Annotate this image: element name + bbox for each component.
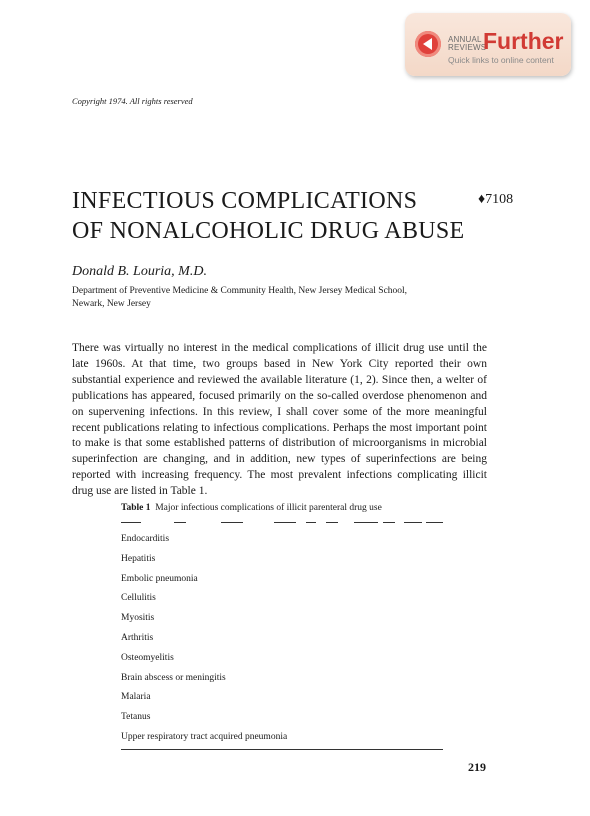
table-caption-text: Major infectious complications of illicit parenteral drug use	[155, 503, 382, 513]
table-row: Osteomyelitis	[121, 653, 174, 663]
table-bottom-rule	[121, 749, 443, 750]
annual-reviews-play-icon	[415, 31, 441, 57]
table-row: Myositis	[121, 613, 155, 623]
badge-reviews-text: REVIEWS	[448, 43, 487, 52]
annual-reviews-further-badge[interactable]	[405, 13, 571, 76]
badge-annual-text: ANNUAL	[448, 35, 482, 44]
table-row: Embolic pneumonia	[121, 574, 198, 584]
table-row: Arthritis	[121, 633, 154, 643]
table-caption	[121, 502, 443, 514]
badge-further-text: Further	[483, 28, 564, 54]
copyright-notice: Copyright 1974. All rights reserved	[72, 96, 193, 106]
table-label: Table 1	[121, 503, 151, 513]
article-code: ♦7108	[478, 192, 514, 207]
table-row: Upper respiratory tract acquired pneumonia	[121, 732, 288, 742]
article-title-line2: OF NONALCOHOLIC DRUG ABUSE	[72, 218, 465, 244]
table-row: Malaria	[121, 692, 151, 702]
table-row: Endocarditis	[121, 534, 170, 544]
article-title	[72, 186, 465, 246]
affiliation-line2: Newark, New Jersey	[72, 299, 151, 309]
table-1	[121, 502, 443, 742]
article-title-line1: INFECTIOUS COMPLICATIONS	[72, 188, 418, 214]
table-top-rule	[121, 514, 443, 528]
page-number: 219	[468, 760, 486, 774]
table-row: Cellulitis	[121, 593, 156, 603]
body-paragraph: There was virtually no interest in the medical complications of illicit drug use until the late 1960s. At that time, two groups based in New York City reported their own substantial experience and reviewed the available literature (1, 2). Since then, a welter of publications has appeared, focused primarily on the so-called overdose phenomenon and on supervening infections. In this review, I shall cover some of the more meaningful recent publications relating to infectious complications. Perhaps the most important point to make is that some established patterns of distribution of microorganisms in microbial superinfection are changing, and in addition, new types of superinfections are being reported with increasing frequency. The most prevalent infections complicating illicit drug use are listed in Table 1.	[72, 342, 487, 498]
author-affiliation	[72, 285, 492, 311]
affiliation-line1: Department of Preventive Medicine & Community Health, New Jersey Medical School,	[72, 286, 408, 296]
table-row: Hepatitis	[121, 554, 156, 564]
author-name: Donald B. Louria, M.D.	[72, 264, 207, 279]
table-row: Tetanus	[121, 712, 151, 722]
table-row: Brain abscess or meningitis	[121, 673, 226, 683]
badge-tagline: Quick links to online content	[448, 55, 554, 65]
